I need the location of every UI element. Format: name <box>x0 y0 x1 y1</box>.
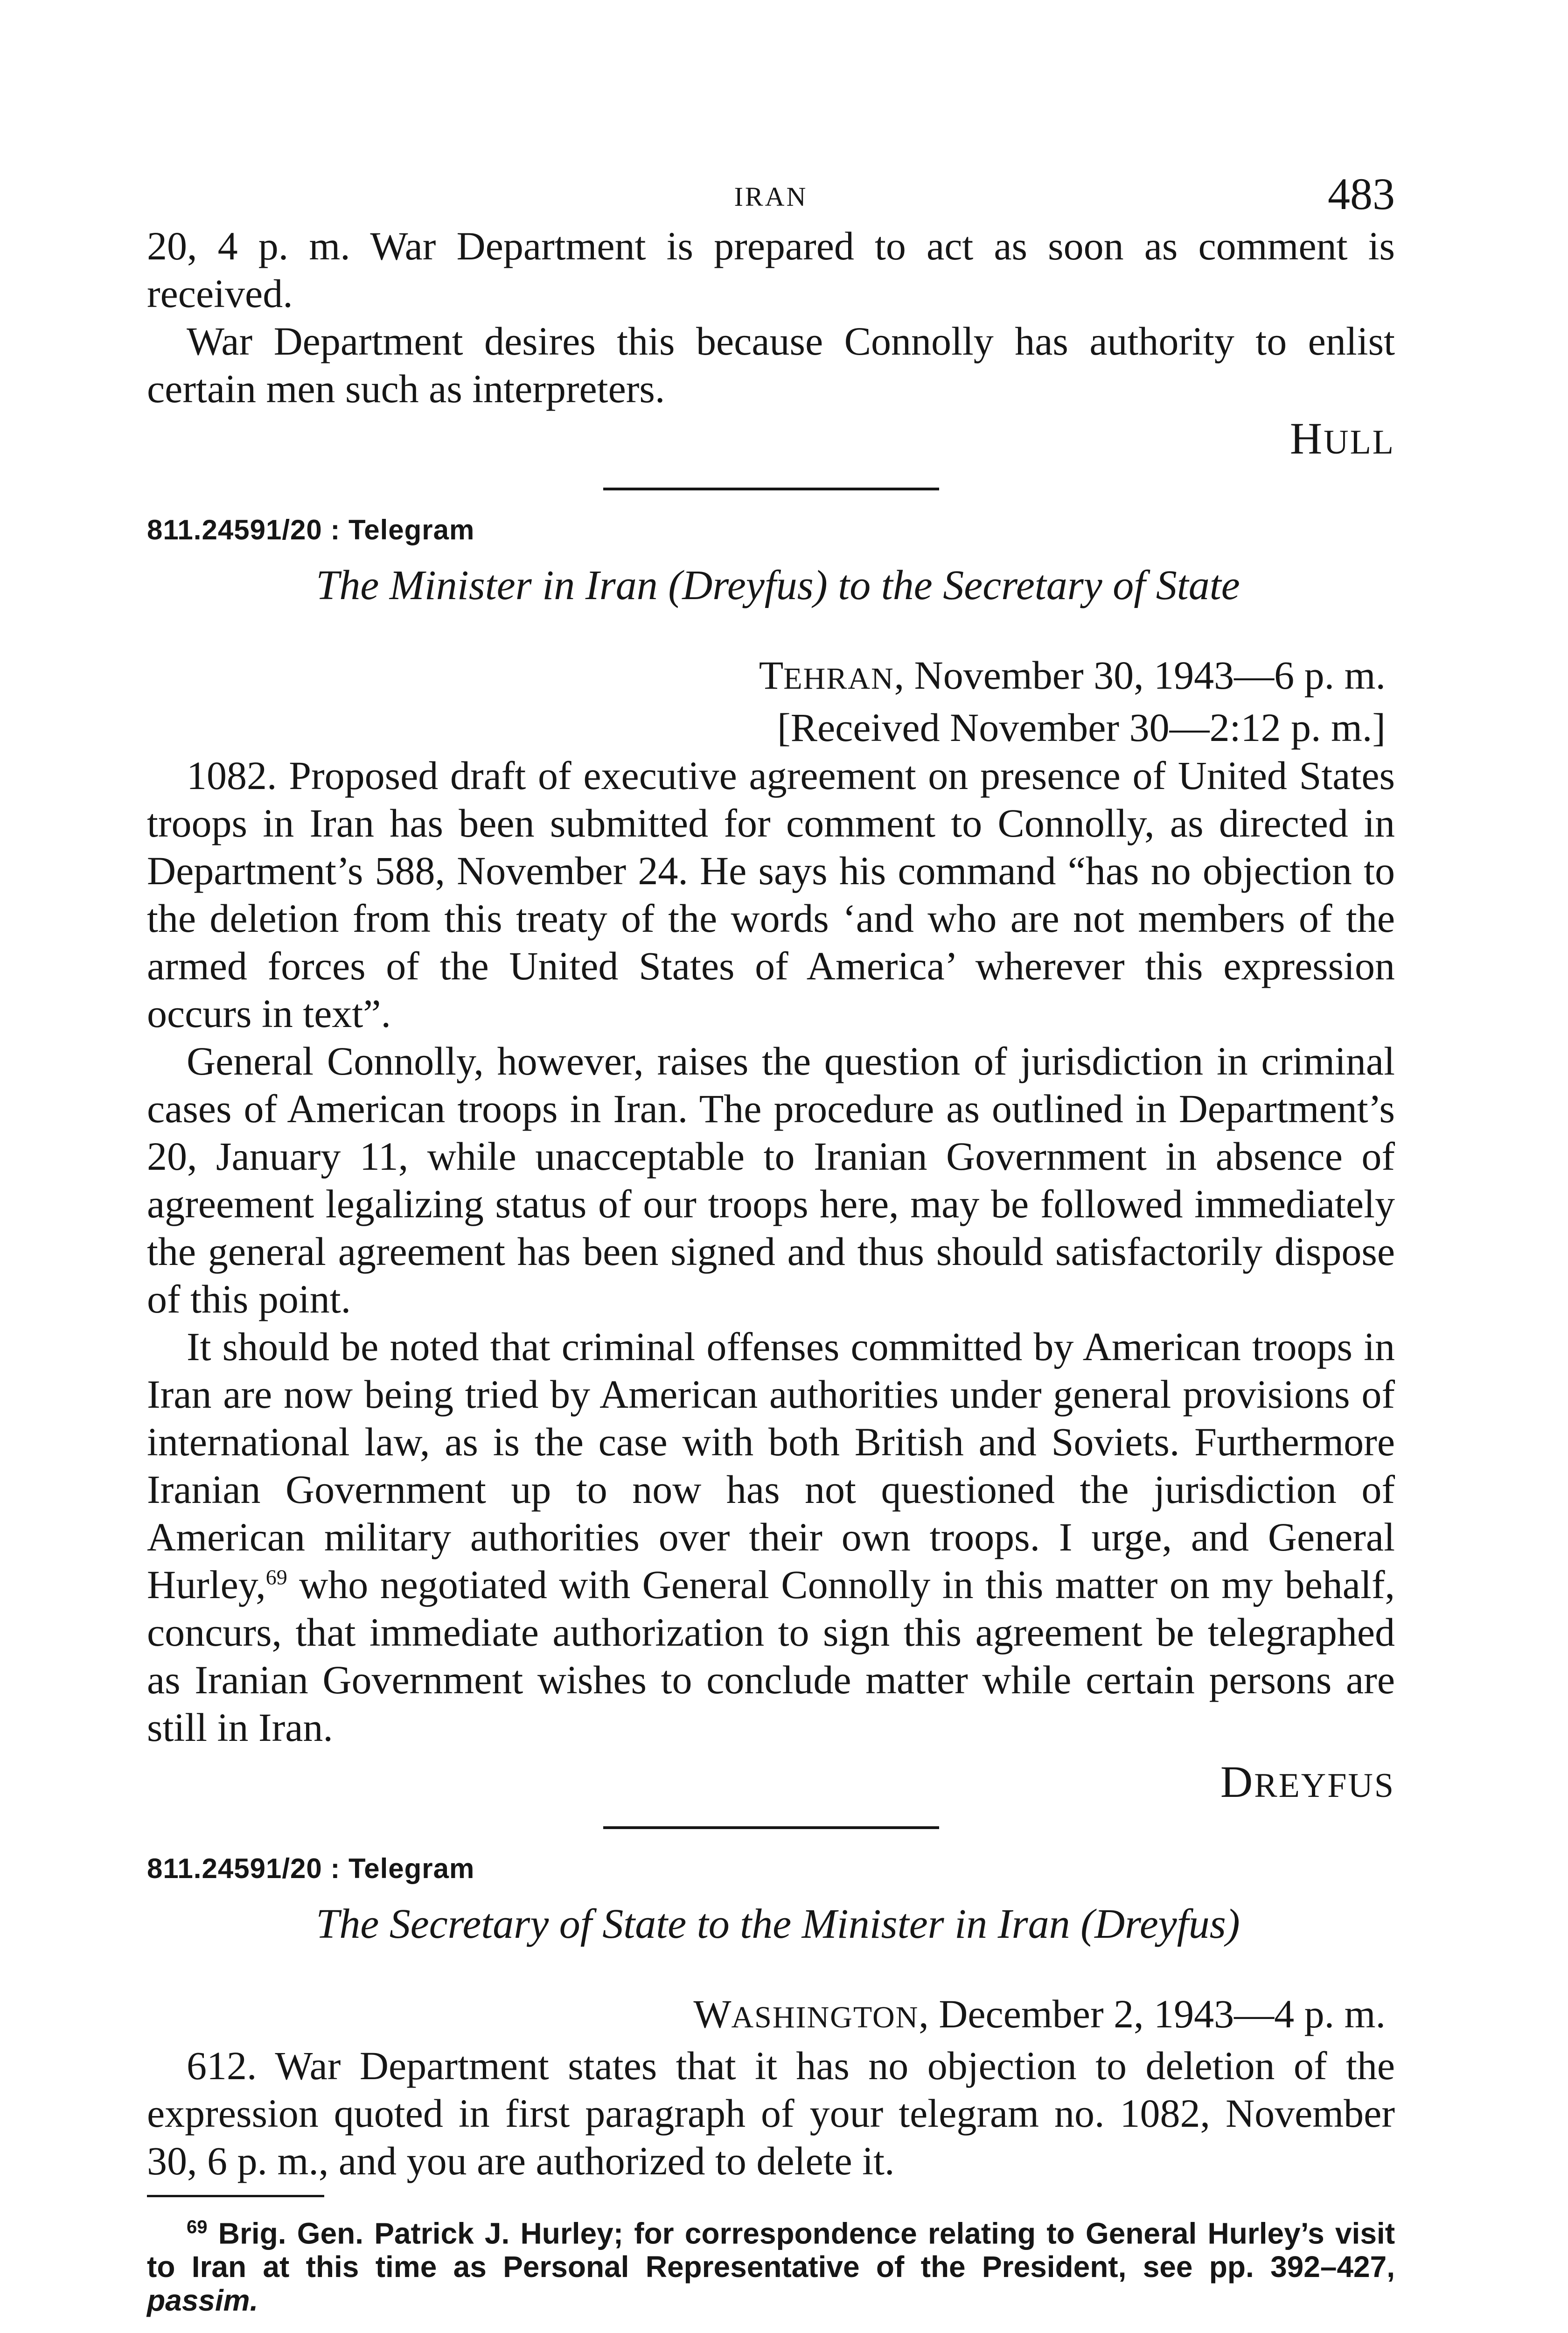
paragraph-612: 612. War Department states that it has no objection to deletion of the expression quoted in first paragraph of your telegram no. 1082, November 30, 6 p. m., and you are authorized to delete it. <box>147 2043 1395 2183</box>
footnote-reference[interactable]: 69 <box>265 1565 287 1589</box>
file-reference: 811.24591/20 : Telegram <box>147 1853 475 1884</box>
paragraph-criminal-offenses: It should be noted that criminal offenses committed by American troops in Iran are now being tried by American authorities under general provisions of international law, as is the case with both British and Soviets. Furthermore Iranian Government up to now has not questioned the jurisdiction of American military authorities over their own troops. I urge, and General Hurley,$^{69}$ who negotiated with General Connolly in this matter on my behalf, concurs, that immediate authorization to sign this agreement be telegraphed as Iranian Government wishes to conclude matter while certain persons are still in Iran. <box>147 1324 1395 1750</box>
file-reference: 811.24591/20 : Telegram <box>147 514 475 545</box>
telegram-612 <box>147 1852 1395 2185</box>
paragraph-jurisdiction: General Connolly, however, raises the question of jurisdiction in criminal cases of American troops in Iran. The procedure as outlined in Department’s 20, January 11, while unacceptable to Iranian Government in absence of agreement legalizing status of our troops here, may be followed immediately the general agreement has been signed and thus should satisfactorily dispose of this point. <box>147 1039 1395 1321</box>
footnote-69: $^{69}$ Brig. Gen. Patrick J. Hurley; for correspondence relating to General Hurley’s visit to Iran at this time as Personal Representative of the President, see pp. 392–427, passim. <box>147 2216 1395 2318</box>
running-header <box>147 168 1395 224</box>
running-title: IRAN <box>734 182 808 212</box>
dateline: WASHINGTON, December 2, 1943—4 p. m. <box>693 1991 1386 2036</box>
continuation-section <box>147 222 1395 464</box>
document-heading: The Secretary of State to the Minister in Iran (Dreyfus) <box>316 1901 1240 1947</box>
received-line: [Received November 30—2:12 p. m.] <box>777 705 1386 750</box>
section-divider <box>603 488 939 490</box>
telegram-1082 <box>147 514 1395 1808</box>
document-page <box>147 168 1395 2317</box>
footnote-mark: 69 <box>187 2217 208 2237</box>
continuation-paragraph-2: War Department desires this because Connolly has authority to enlist certain men such as interpreters. <box>147 319 1395 411</box>
signature-hull: HULL <box>1289 413 1395 463</box>
dateline: TEHRAN, November 30, 1943—6 p. m. <box>759 653 1386 698</box>
section-divider <box>603 1826 939 1829</box>
paragraph-1082: 1082. Proposed draft of executive agreement on presence of United States troops in Iran has been submitted for comment to Connolly, as directed in Department’s 588, November 24. He says his command “has no objection to the deletion from this treaty of the words ‘and who are not members of the armed forces of the United States of America’ wherever this expression occurs in text”. <box>147 753 1395 1036</box>
document-heading: The Minister in Iran (Dreyfus) to the Secretary of State <box>316 562 1240 608</box>
page-number: 483 <box>1328 169 1395 219</box>
footnote-divider <box>147 2195 324 2197</box>
continuation-paragraph-1: 20, 4 p. m. War Department is prepared to act as soon as comment is received. <box>147 224 1395 316</box>
signature-dreyfus: DREYFUS <box>1220 1757 1395 1807</box>
